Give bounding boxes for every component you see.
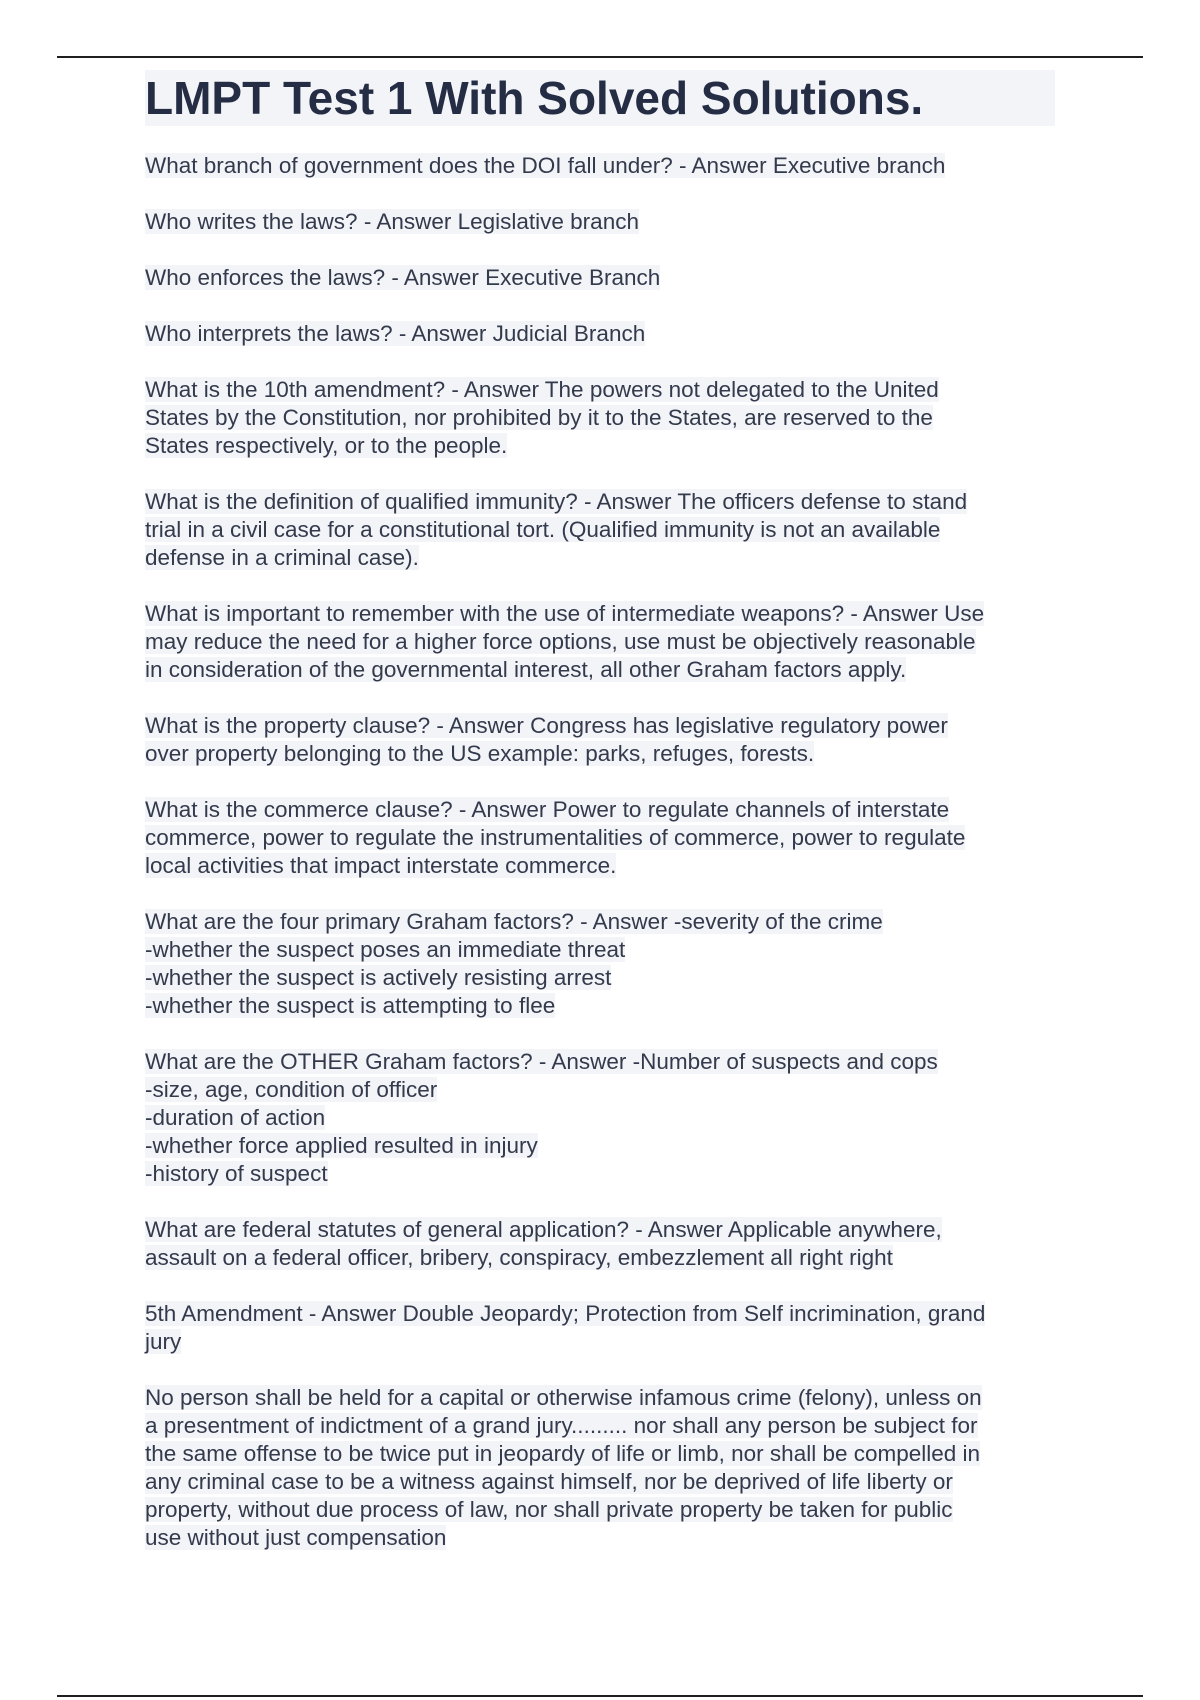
qa-line: assault on a federal officer, bribery, conspiracy, embezzlement all right right	[145, 1245, 893, 1270]
qa-item	[145, 1216, 1055, 1272]
qa-line: -whether the suspect is attempting to flee	[145, 993, 556, 1018]
qa-item	[145, 208, 1055, 236]
document-title: LMPT Test 1 With Solved Solutions.	[145, 70, 1055, 126]
qa-line: What branch of government does the DOI fall under? - Answer Executive branch	[145, 153, 946, 178]
qa-line: the same offense to be twice put in jeopardy of life or limb, nor shall be compelled in	[145, 1441, 981, 1466]
qa-line: States by the Constitution, nor prohibited by it to the States, are reserved to the	[145, 405, 933, 430]
qa-line: commerce, power to regulate the instrumentalities of commerce, power to regulate	[145, 825, 966, 850]
qa-line: -duration of action	[145, 1105, 326, 1130]
qa-line: defense in a criminal case).	[145, 545, 419, 570]
qa-line: What is the definition of qualified immunity? - Answer The officers defense to stand	[145, 489, 968, 514]
qa-item	[145, 376, 1055, 460]
qa-item	[145, 712, 1055, 768]
qa-line: What are the four primary Graham factors? - Answer -severity of the crime	[145, 909, 883, 934]
qa-line: -whether the suspect poses an immediate threat	[145, 937, 626, 962]
qa-line: use without just compensation	[145, 1525, 447, 1550]
qa-line: Who writes the laws? - Answer Legislative branch	[145, 209, 639, 234]
qa-line: may reduce the need for a higher force options, use must be objectively reasonable	[145, 629, 976, 654]
bottom-rule	[57, 1695, 1143, 1697]
qa-item	[145, 600, 1055, 684]
qa-line: What is important to remember with the use of intermediate weapons? - Answer Use	[145, 601, 985, 626]
qa-line: jury	[145, 1329, 182, 1354]
qa-line: -size, age, condition of officer	[145, 1077, 438, 1102]
qa-line: What is the commerce clause? - Answer Power to regulate channels of interstate	[145, 797, 950, 822]
qa-line: -whether force applied resulted in injury	[145, 1133, 538, 1158]
qa-line: any criminal case to be a witness against himself, nor be deprived of life liberty or	[145, 1469, 953, 1494]
qa-line: -whether the suspect is actively resisting arrest	[145, 965, 612, 990]
qa-line: a presentment of indictment of a grand jury......... nor shall any person be subject for	[145, 1413, 978, 1438]
qa-line: What are the OTHER Graham factors? - Answer -Number of suspects and cops	[145, 1049, 938, 1074]
qa-line: No person shall be held for a capital or otherwise infamous crime (felony), unless on	[145, 1385, 982, 1410]
qa-item	[145, 320, 1055, 348]
qa-item	[145, 264, 1055, 292]
qa-line: over property belonging to the US example: parks, refuges, forests.	[145, 741, 815, 766]
qa-item	[145, 1048, 1055, 1188]
qa-line: local activities that impact interstate commerce.	[145, 853, 617, 878]
qa-line: Who enforces the laws? - Answer Executive Branch	[145, 265, 661, 290]
qa-item	[145, 796, 1055, 880]
qa-item	[145, 488, 1055, 572]
qa-line: 5th Amendment - Answer Double Jeopardy; Protection from Self incrimination, grand	[145, 1301, 986, 1326]
qa-item	[145, 908, 1055, 1020]
qa-line: Who interprets the laws? - Answer Judicial Branch	[145, 321, 646, 346]
qa-line: trial in a civil case for a constitutional tort. (Qualified immunity is not an available	[145, 517, 941, 542]
qa-line: What is the 10th amendment? - Answer The powers not delegated to the United	[145, 377, 939, 402]
document-body	[145, 70, 1055, 1580]
qa-line: States respectively, or to the people.	[145, 433, 508, 458]
qa-list	[145, 152, 1055, 1552]
qa-item	[145, 1300, 1055, 1356]
qa-item	[145, 152, 1055, 180]
qa-line: What are federal statutes of general application? - Answer Applicable anywhere,	[145, 1217, 942, 1242]
qa-line: What is the property clause? - Answer Congress has legislative regulatory power	[145, 713, 948, 738]
qa-line: in consideration of the governmental interest, all other Graham factors apply.	[145, 657, 907, 682]
qa-line: -history of suspect	[145, 1161, 328, 1186]
qa-item	[145, 1384, 1055, 1552]
qa-line: property, without due process of law, nor shall private property be taken for public	[145, 1497, 953, 1522]
top-rule	[57, 56, 1143, 58]
